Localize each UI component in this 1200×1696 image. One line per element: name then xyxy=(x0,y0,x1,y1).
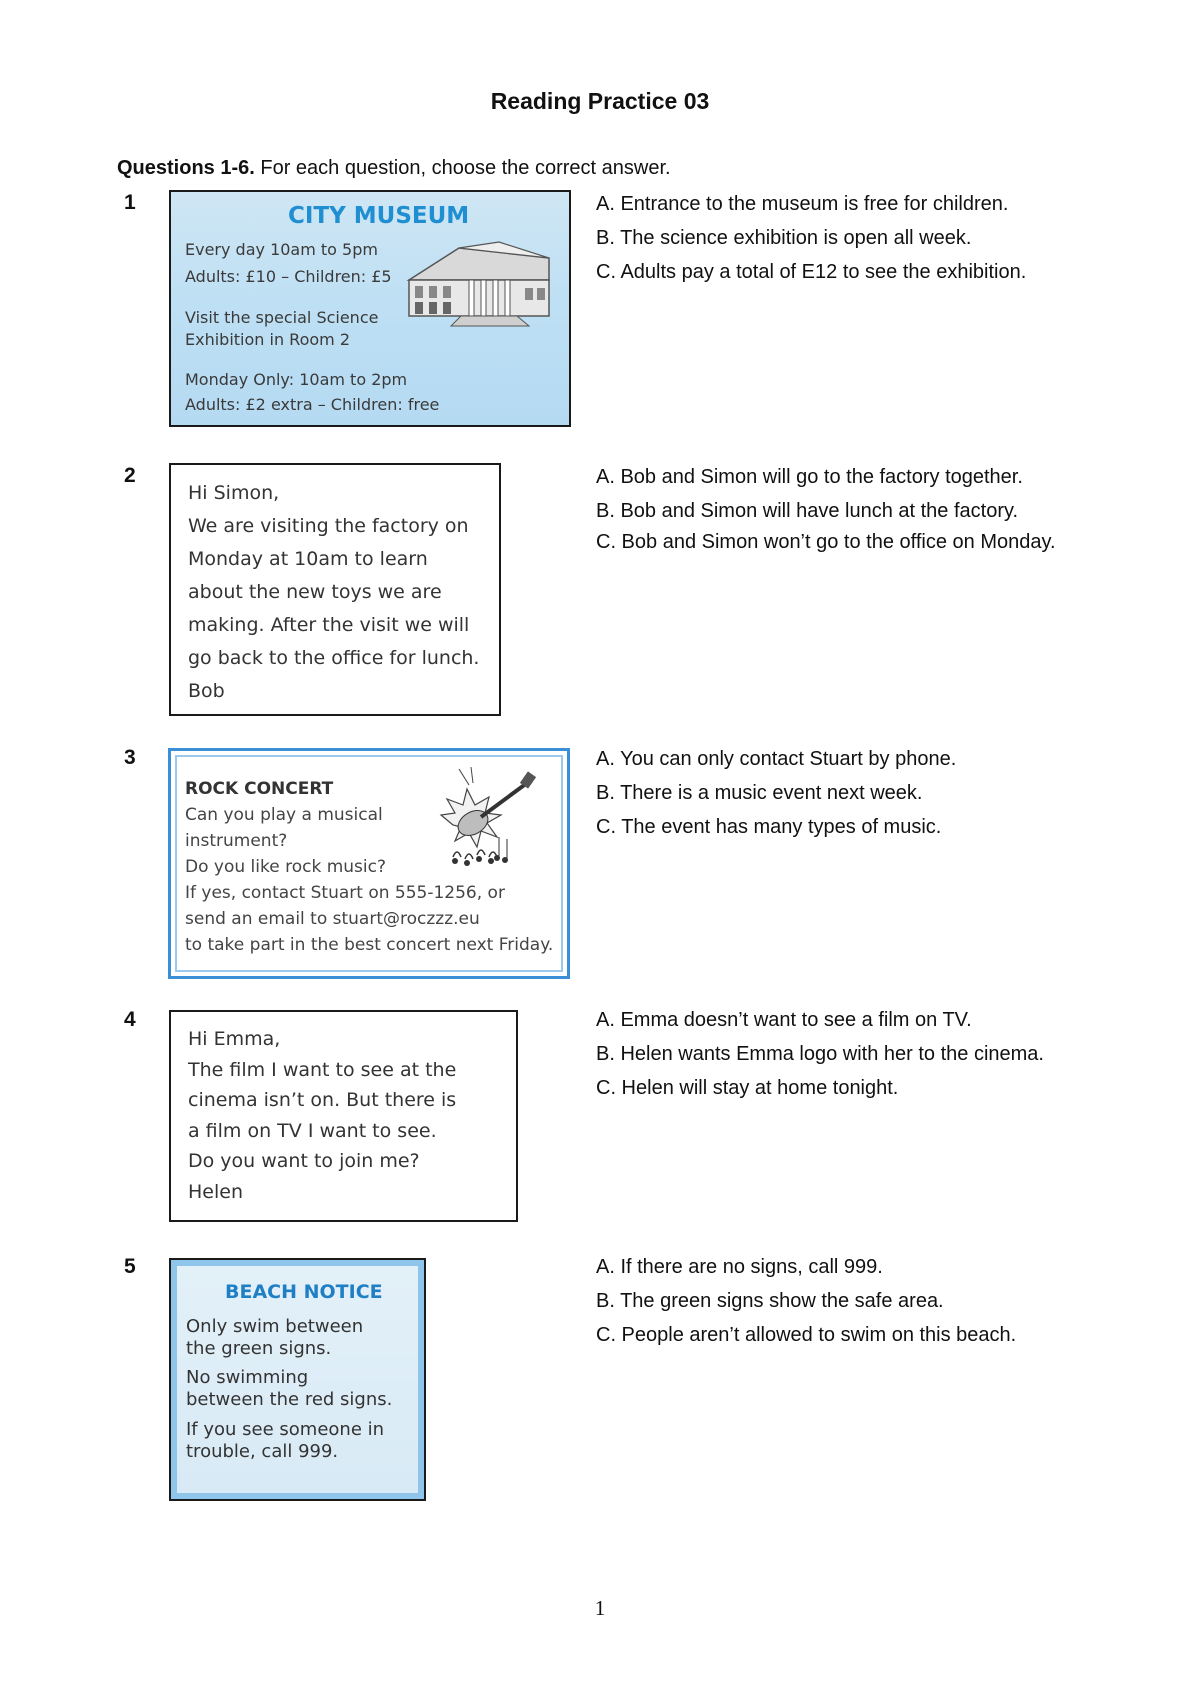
notice-text xyxy=(188,477,479,708)
notice-text xyxy=(188,1024,456,1207)
question-number-3: 3 xyxy=(124,746,136,769)
notice-line: Bob xyxy=(188,680,225,702)
option-a[interactable]: A. Bob and Simon will go to the factory together. xyxy=(596,466,1023,488)
notice-line: send an email to stuart@roczzz.eu xyxy=(185,909,480,929)
notice-line: Monday at 10am to learn xyxy=(188,548,428,570)
notice-line: No swimming xyxy=(186,1367,309,1388)
option-c[interactable]: C. Bob and Simon won’t go to the office on Monday. xyxy=(596,531,1056,553)
notice-line: The film I want to see at the xyxy=(188,1058,457,1081)
notice-heading: ROCK CONCERT xyxy=(185,779,334,799)
notice-line: about the new toys we are xyxy=(188,581,442,603)
options-question-4 xyxy=(596,1003,1096,1105)
question-number-2: 2 xyxy=(124,464,136,487)
notice-line: Adults: £10 – Children: £5 xyxy=(185,267,392,286)
notice-line: the green signs. xyxy=(186,1338,332,1359)
question-number-4: 4 xyxy=(124,1008,136,1031)
options-question-3 xyxy=(596,742,1096,844)
notice-line: We are visiting the factory on xyxy=(188,515,469,537)
guitar-icon xyxy=(433,765,543,875)
notice-line: Do you like rock music? xyxy=(185,857,386,877)
question-number-5: 5 xyxy=(124,1255,136,1278)
notice-line: go back to the office for lunch. xyxy=(188,647,480,669)
options-question-5 xyxy=(596,1250,1096,1352)
option-a[interactable]: A. Entrance to the museum is free for children. xyxy=(596,193,1009,215)
notice-heading: BEACH NOTICE xyxy=(225,1281,383,1303)
option-a[interactable]: A. Emma doesn’t want to see a film on TV. xyxy=(596,1009,972,1031)
instructions-label: Questions 1-6. xyxy=(117,157,255,179)
notice-line: Only swim between xyxy=(186,1316,364,1337)
notice-line: Every day 10am to 5pm xyxy=(185,240,378,259)
instructions xyxy=(117,157,671,180)
page-title: Reading Practice 03 xyxy=(490,88,710,114)
notice-city-museum xyxy=(169,190,571,427)
notice-line: trouble, call 999. xyxy=(186,1441,339,1462)
notice-line: between the red signs. xyxy=(186,1389,393,1410)
notice-line: Visit the special Science xyxy=(185,308,379,327)
option-a[interactable]: A. You can only contact Stuart by phone. xyxy=(596,748,957,770)
notice-line: Exhibition in Room 2 xyxy=(185,330,350,349)
notice-line: Do you want to join me? xyxy=(188,1150,420,1172)
instructions-text: For each question, choose the correct answer. xyxy=(254,157,671,179)
option-b[interactable]: B. Helen wants Emma logo with her to the cinema. xyxy=(596,1043,1044,1065)
museum-building-icon xyxy=(399,240,559,328)
notice-line: Hi Simon, xyxy=(188,482,280,504)
option-b[interactable]: B. Bob and Simon will have lunch at the factory. xyxy=(596,500,1019,522)
notice-heading: CITY MUSEUM xyxy=(288,203,470,229)
options-question-1 xyxy=(596,187,1096,289)
option-c[interactable]: C. The event has many types of music. xyxy=(596,816,942,838)
option-b[interactable]: B. The green signs show the safe area. xyxy=(596,1290,944,1312)
option-c[interactable]: C. People aren’t allowed to swim on this beach. xyxy=(596,1324,1017,1346)
option-b[interactable]: B. There is a music event next week. xyxy=(596,782,923,804)
option-b[interactable]: B. The science exhibition is open all week. xyxy=(596,227,972,249)
notice-note-to-emma xyxy=(169,1010,518,1222)
notice-line: Monday Only: 10am to 2pm xyxy=(185,370,408,389)
page-number: 1 xyxy=(594,1596,606,1620)
notice-line: Helen xyxy=(188,1180,243,1203)
notice-note-to-simon xyxy=(169,463,501,716)
option-c[interactable]: C. Adults pay a total of E12 to see the exhibition. xyxy=(596,261,1027,283)
notice-line: If you see someone in xyxy=(186,1419,385,1440)
notice-line: Can you play a musical xyxy=(185,805,383,825)
notice-rock-concert xyxy=(168,748,570,979)
notice-line: to take part in the best concert next Friday. xyxy=(185,935,554,955)
notice-line: a film on TV I want to see. xyxy=(188,1119,437,1142)
notice-line: instrument? xyxy=(185,831,288,851)
notice-line: Hi Emma, xyxy=(188,1028,281,1050)
notice-line: cinema isn’t on. But there is xyxy=(188,1089,457,1111)
options-question-2 xyxy=(596,460,1096,557)
notice-beach xyxy=(169,1258,426,1501)
question-number-1: 1 xyxy=(124,191,136,214)
notice-line: If yes, contact Stuart on 555-1256, or xyxy=(185,883,505,903)
notice-line: Adults: £2 extra – Children: free xyxy=(185,395,440,414)
notice-line: making. After the visit we will xyxy=(188,614,470,636)
option-a[interactable]: A. If there are no signs, call 999. xyxy=(596,1256,883,1278)
option-c[interactable]: C. Helen will stay at home tonight. xyxy=(596,1077,899,1099)
